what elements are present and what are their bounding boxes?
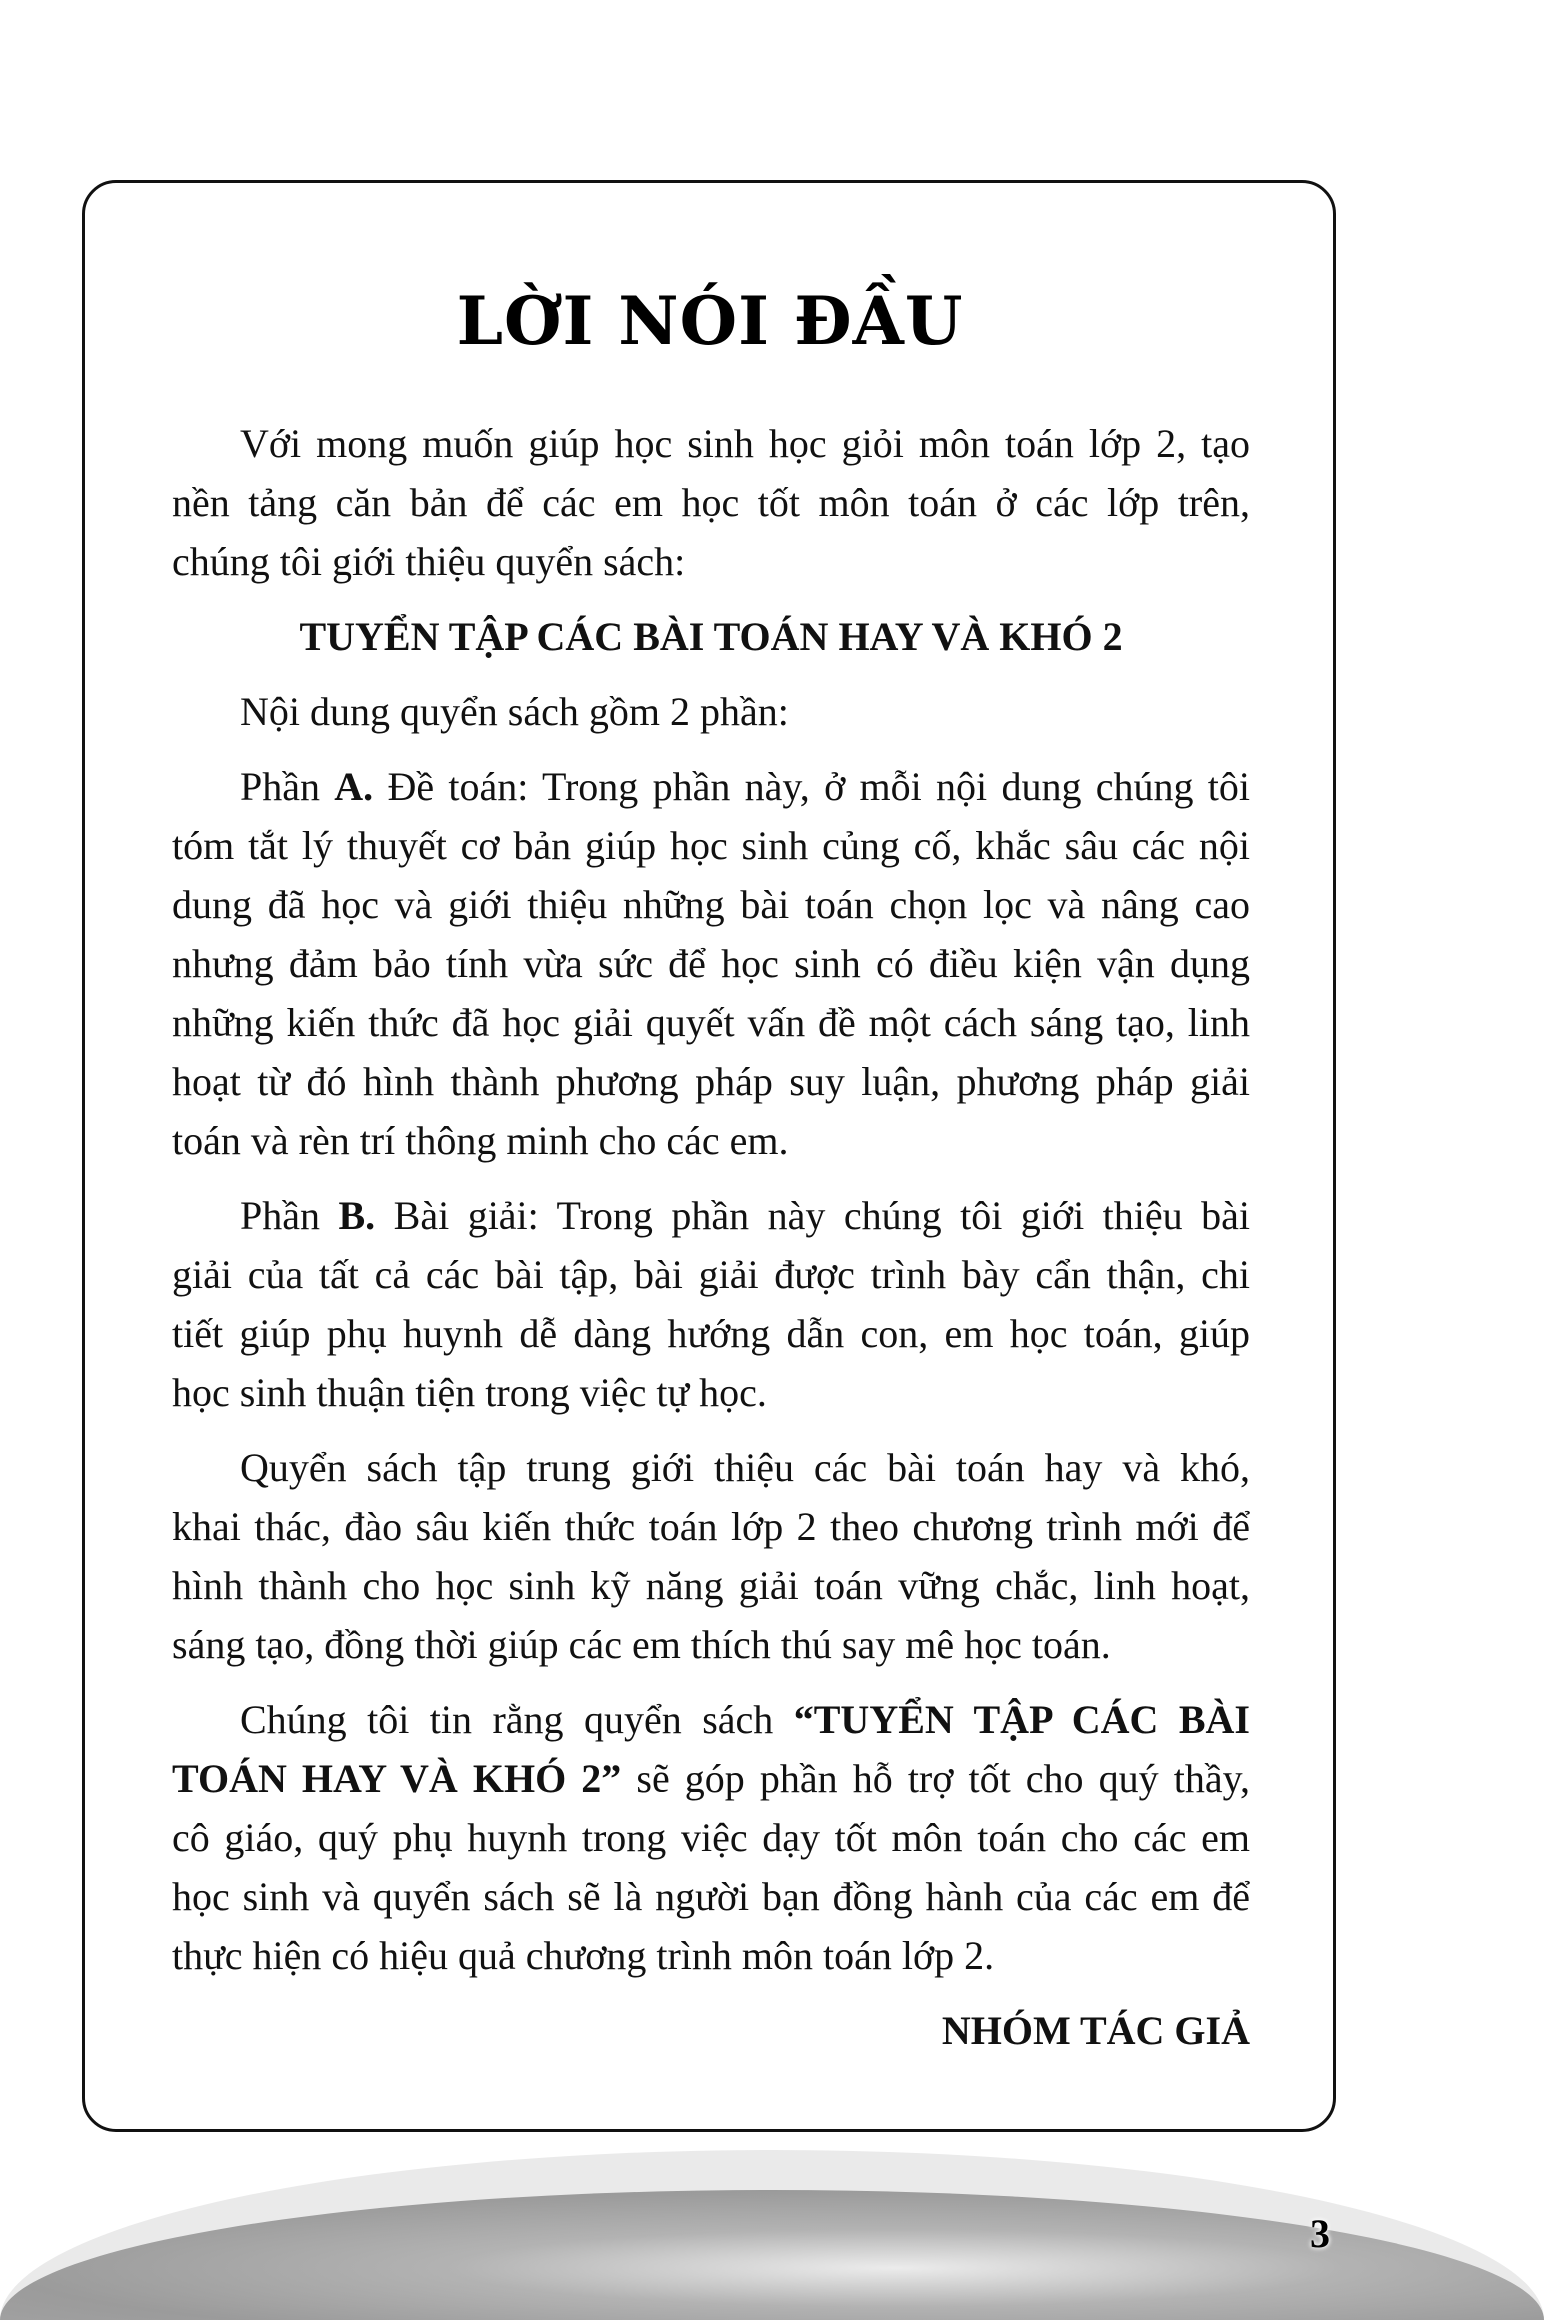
text-line bbox=[172, 1186, 1250, 1245]
bold-text: B. bbox=[338, 1193, 376, 1238]
text: Bài giải: Trong phần này chúng tôi giới thiệu bài bbox=[375, 1193, 1250, 1238]
page-number: 3 bbox=[1310, 2211, 1330, 2256]
book-title-heading bbox=[172, 607, 1250, 666]
text-line bbox=[172, 414, 1250, 473]
text: sáng tạo, đồng thời giúp các em thích thú say mê học toán. bbox=[172, 1622, 1111, 1667]
text: TUYỂN TẬP CÁC BÀI TOÁN HAY VÀ KHÓ 2 bbox=[299, 614, 1123, 659]
paragraph bbox=[172, 1438, 1250, 1674]
text: Quyển sách tập trung giới thiệu các bài toán hay và khó, bbox=[240, 1445, 1250, 1490]
text: hình thành cho học sinh kỹ năng giải toán vững chắc, linh hoạt, bbox=[172, 1563, 1250, 1608]
text: thực hiện có hiệu quả chương trình môn toán lớp 2. bbox=[172, 1933, 995, 1978]
text-line bbox=[172, 682, 1250, 741]
text: khai thác, đào sâu kiến thức toán lớp 2 theo chương trình mới để bbox=[172, 1504, 1250, 1549]
text: hoạt từ đó hình thành phương pháp suy luận, phương pháp giải bbox=[172, 1059, 1250, 1104]
paragraph bbox=[172, 682, 1250, 741]
page-title: LỜI NÓI ĐẦU bbox=[456, 282, 964, 360]
text-line bbox=[172, 816, 1250, 875]
paragraph bbox=[172, 757, 1250, 1170]
text-line bbox=[172, 1497, 1250, 1556]
text-line bbox=[172, 1052, 1250, 1111]
text-line bbox=[172, 757, 1250, 816]
text: Đề toán: Trong phần này, ở mỗi nội dung chúng tôi bbox=[373, 764, 1250, 809]
text-line bbox=[172, 473, 1250, 532]
signature: NHÓM TÁC GIẢ bbox=[941, 2008, 1250, 2053]
text-line bbox=[172, 1926, 1250, 1985]
text-line bbox=[172, 1867, 1250, 1926]
text: những kiến thức đã học giải quyết vấn đề một cách sáng tạo, linh bbox=[172, 1000, 1250, 1045]
text-line bbox=[172, 1304, 1250, 1363]
text: học sinh và quyển sách sẽ là người bạn đồng hành của các em để bbox=[172, 1874, 1250, 1919]
bold-text: A. bbox=[334, 764, 374, 809]
text: nền tảng căn bản để các em học tốt môn toán ở các lớp trên, bbox=[172, 480, 1250, 525]
text: học sinh thuận tiện trong việc tự học. bbox=[172, 1370, 767, 1415]
text: Phần bbox=[240, 1193, 339, 1238]
text-line bbox=[172, 1363, 1250, 1422]
paragraph bbox=[172, 607, 1250, 666]
preface-body bbox=[172, 414, 1250, 2060]
text: nhưng đảm bảo tính vừa sức để học sinh có điều kiện vận dụng bbox=[172, 941, 1250, 986]
bold-text: “TUYỂN TẬP CÁC BÀI bbox=[793, 1697, 1250, 1742]
text-line bbox=[172, 1111, 1250, 1170]
text-line bbox=[172, 875, 1250, 934]
text: giải của tất cả các bài tập, bài giải được trình bày cẩn thận, chi bbox=[172, 1252, 1250, 1297]
text-line bbox=[172, 1690, 1250, 1749]
text-line bbox=[172, 1438, 1250, 1497]
text-line bbox=[172, 1245, 1250, 1304]
text-line bbox=[172, 1556, 1250, 1615]
text-line bbox=[172, 1808, 1250, 1867]
text: chúng tôi giới thiệu quyển sách: bbox=[172, 539, 686, 584]
bold-text: TOÁN HAY VÀ KHÓ 2” bbox=[172, 1756, 622, 1801]
text: tóm tắt lý thuyết cơ bản giúp học sinh củng cố, khắc sâu các nội bbox=[172, 823, 1250, 868]
paragraph bbox=[172, 1186, 1250, 1422]
text: cô giáo, quý phụ huynh trong việc dạy tốt môn toán cho các em bbox=[172, 1815, 1250, 1860]
text: Với mong muốn giúp học sinh học giỏi môn toán lớp 2, tạo bbox=[240, 421, 1250, 466]
text-line bbox=[172, 1615, 1250, 1674]
text-line bbox=[172, 993, 1250, 1052]
text-line bbox=[172, 1749, 1250, 1808]
text: Nội dung quyển sách gồm 2 phần: bbox=[240, 689, 789, 734]
text: tiết giúp phụ huynh dễ dàng hướng dẫn con, em học toán, giúp bbox=[172, 1311, 1250, 1356]
text-line bbox=[172, 934, 1250, 993]
text: Chúng tôi tin rằng quyển sách bbox=[240, 1697, 794, 1742]
text: dung đã học và giới thiệu những bài toán chọn lọc và nâng cao bbox=[172, 882, 1250, 927]
text: Phần bbox=[240, 764, 335, 809]
paragraph bbox=[172, 414, 1250, 591]
text: sẽ góp phần hỗ trợ tốt cho quý thầy, bbox=[621, 1756, 1250, 1801]
text-line bbox=[172, 532, 1250, 591]
text: toán và rèn trí thông minh cho các em. bbox=[172, 1118, 789, 1163]
paragraph bbox=[172, 1690, 1250, 1985]
